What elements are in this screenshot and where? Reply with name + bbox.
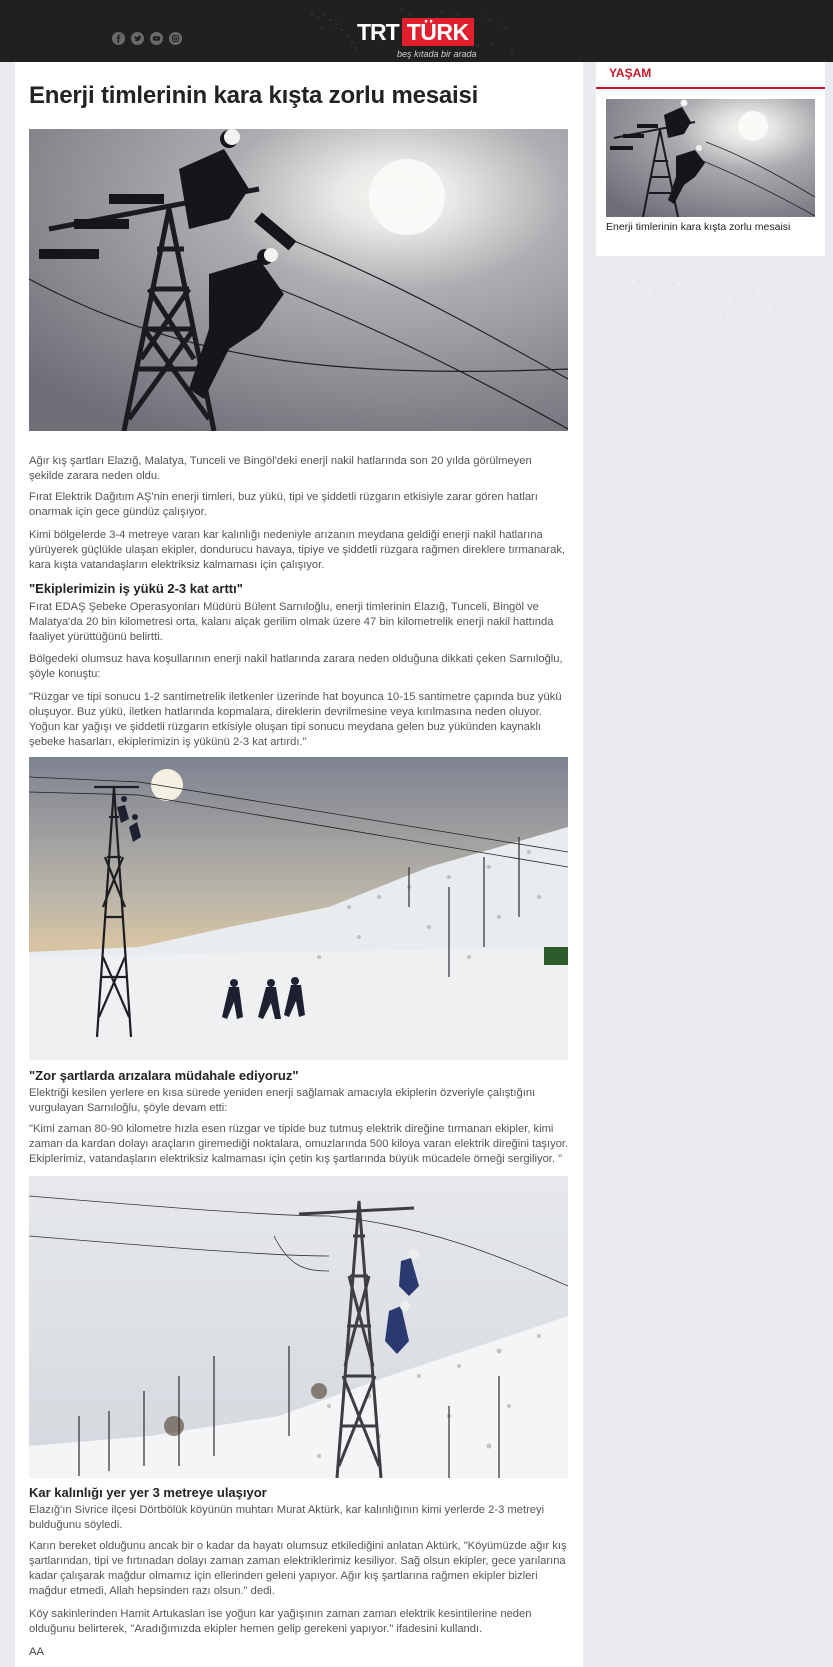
logo-turk: TÜRK: [402, 18, 474, 46]
sidebar-placeholder-map: [604, 266, 814, 326]
article-source: AA: [29, 1646, 44, 1658]
article-photo-3: [29, 1176, 568, 1478]
facebook-icon[interactable]: [112, 32, 125, 45]
article-title: Enerji timlerinin kara kışta zorlu mesaisi: [29, 82, 479, 109]
paragraph-9: Elazığ'ın Sivrice ilçesi Dörtbölük köyünün muhtarı Murat Aktürk, kar kalınlığının kimi yerlerde 2-3 metreyi bulduğunu söyledi.: [29, 1504, 545, 1531]
article-photo-2: [29, 757, 568, 1060]
logo-trt: TRT: [357, 18, 399, 45]
paragraph-7: Elektriği kesilen yerlere en kısa sürede yeniden enerji sağlamak amacıyla ekiplerin özveriyle çalıştığını vurgulayan Sarnıloğlu, şöyle devam etti:: [29, 1087, 536, 1114]
subheading-1: "Ekiplerimizin iş yükü 2-3 kat arttı": [29, 581, 243, 596]
instagram-icon[interactable]: [169, 32, 182, 45]
article-card: [15, 62, 583, 1667]
sidebar-related: [596, 62, 825, 256]
paragraph-2: Fırat Elektrik Dağıtım AŞ'nin enerji timleri, buz yükü, tipi ve şiddetli rüzgarın etkisiyle zarar gören hatları onarmak için gece gündüz çalışıyor.: [29, 491, 538, 518]
paragraph-5: Bölgedeki olumsuz hava koşullarının enerji nakil hatlarında zarara neden olduğuna dikkati çeken Sarnıloğlu, şöyle konuştu:: [29, 653, 563, 680]
article-photo-1: [29, 129, 568, 431]
subheading-2: "Zor şartlarda arızalara müdahale ediyoruz": [29, 1068, 299, 1083]
youtube-icon[interactable]: [150, 32, 163, 45]
paragraph-10: Karın bereket olduğunu ancak bir o kadar da hayatı olumsuz etkilediğini anlatan Aktürk, "Köyümüzde ağır kış şartlarından, tipi ve fırtınadan dolayı zaman zaman elektriklerimiz kesiliyor. Sağ olsun ekipler, gece yarılarına kadar çalışarak mağdur olmamız için ellerinden geleni yapıyor. Ağır kış şartlarına rağmen ekipler bizleri mağdur etmedi, Allah hepsinden razı olsun." dedi.: [29, 1540, 567, 1597]
paragraph-6: "Rüzgar ve tipi sonucu 1-2 santimetrelik iletkenler üzerinde hat boyunca 10-15 santimetre çapında buz yükü oluşuyor. Buz yükü, iletken hatlarında kopmalara, direklerin devrilmesine veya kırılmasına neden oluyor. Yoğun kar yağışı ve şiddetli rüzgarın etkisiyle oluşan tipi sonucu meydana gelen buz yükünden kaynaklı şebeke hasarları, ekiplerimizin iş yükünü 2-3 kat artırdı.": [29, 691, 562, 748]
sidebar-category-title[interactable]: YAŞAM: [609, 66, 652, 80]
subheading-3: Kar kalınlığı yer yer 3 metreye ulaşıyor: [29, 1485, 267, 1500]
sidebar-category-underline: [596, 87, 825, 89]
paragraph-11: Köy sakinlerinden Hamit Artukaslan ise yoğun kar yağışının zaman zaman elektrik kesintilerine neden olduğunu belirterek, "Aradığımızda ekipler hemen gelip gerekeni yapıyor." ifadesini kullandı.: [29, 1608, 532, 1635]
social-links: [112, 32, 182, 45]
related-article-thumbnail[interactable]: [606, 99, 815, 217]
trt-turk-logo[interactable]: [357, 17, 474, 47]
logo-tagline: beş kıtada bir arada: [397, 49, 477, 59]
site-header: [0, 0, 833, 62]
twitter-icon[interactable]: [131, 32, 144, 45]
paragraph-8: "Kimi zaman 80-90 kilometre hızla esen rüzgar ve tipide buz tutmuş elektrik direğine tırmanan ekipler, kimi zaman da kardan dolayı araçların giremediği noktalara, omuzlarında 500 kiloya varan elektrik direğini taşıyor. Ekiplerimiz, vatandaşların elektriksiz kalmaması için çetin kış şartlarında büyük mücadele örneği sergiliyor. ": [29, 1123, 569, 1165]
paragraph-4: Fırat EDAŞ Şebeke Operasyonları Müdürü Bülent Sarnıloğlu, enerji timlerinin Elazığ, Tunceli, Bingöl ve Malatya'da 20 bin kilometresi orta, kalanı alçak gerilim olmak üzere 47 bin kilometrelik enerji nakil hattında faaliyet yürüttüğünü belirtti.: [29, 601, 554, 643]
paragraph-1: Ağır kış şartları Elazığ, Malatya, Tunceli ve Bingöl'deki enerji nakil hatlarında son 20 yılda görülmeyen şekilde zarara neden oldu.: [29, 455, 532, 482]
related-article-title[interactable]: Enerji timlerinin kara kışta zorlu mesaisi: [606, 221, 791, 233]
paragraph-3: Kimi bölgelerde 3-4 metreye varan kar kalınlığı nedeniyle arızanın meydana geldiği enerji nakil hatlarına yürüyerek güçlükle ulaşan ekipler, dondurucu havaya, tipiye ve şiddetli rüzgara rağmen direklere tırmanarak, kara kışta vatandaşların elektriksiz kalmaması için çalışıyor.: [29, 529, 566, 571]
